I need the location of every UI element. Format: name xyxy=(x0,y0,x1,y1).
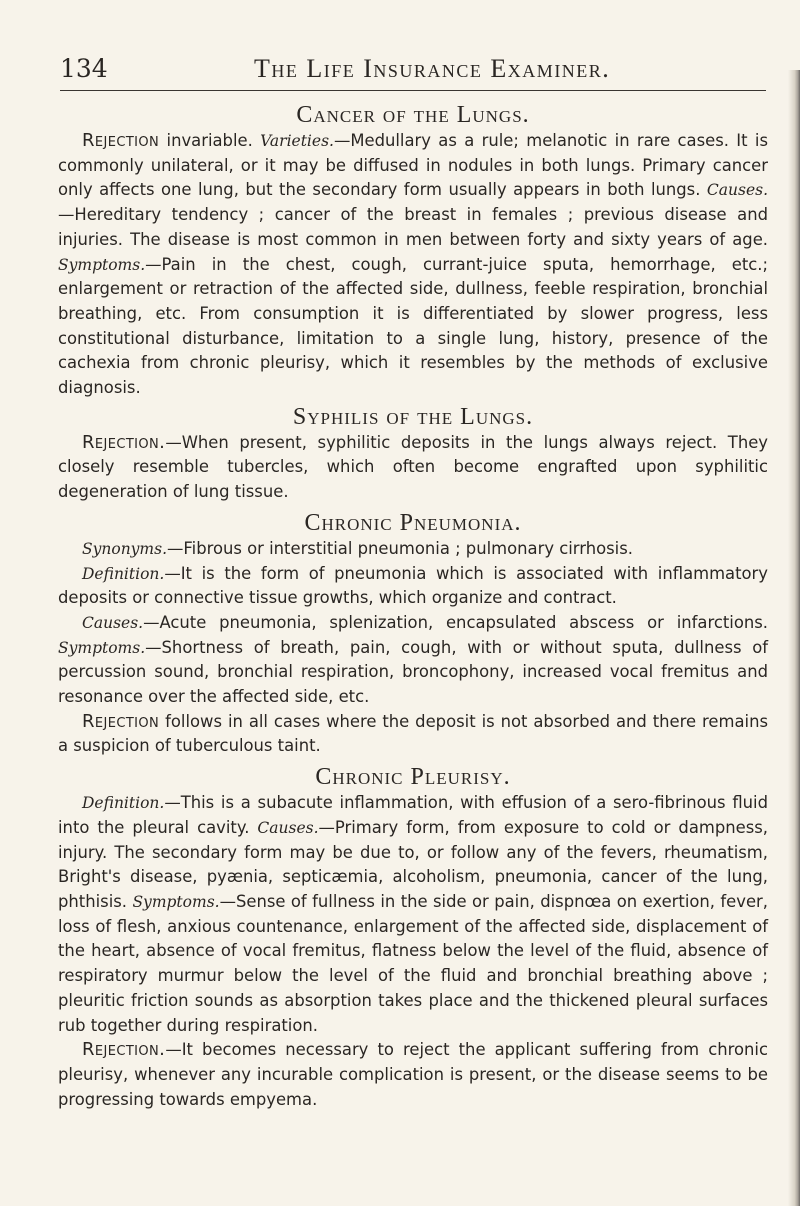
text: —Fibrous or interstitial pneumonia ; pulmonary cirrhosis. xyxy=(167,538,633,558)
section-heading-pleurisy: Chronic Pleurisy. xyxy=(315,764,511,791)
label-symptoms: Symptoms. xyxy=(58,638,146,657)
text: —This is a subacute inflammation, with effusion of a sero-fibrinous fluid into the pleural cavity. xyxy=(58,793,768,837)
section-heading-cancer: Cancer of the Lungs. xyxy=(296,102,530,128)
text: —Shortness of breath, pain, cough, with or without sputa, dullness of percussion sound, bronchial respiration, broncophony, increased vocal fremitus and resonance over the affected side, etc. xyxy=(58,637,768,707)
paragraph-rejection xyxy=(58,710,768,759)
rejection-lead: Rejection xyxy=(82,710,160,732)
paragraph-pleurisy xyxy=(58,791,768,1038)
rejection-lead: Rejection xyxy=(82,130,160,151)
paragraph-synonyms xyxy=(58,537,768,562)
text: —Hereditary tendency ; cancer of the breast in females ; previous disease and injuries. The disease is most common in men between forty and sixty years of age. xyxy=(58,205,768,249)
text: —Sense of fullness in the side or pain, dispnœa on exertion, fever, loss of flesh, anxious countenance, enlargement of the affected side, displacement of the heart, absence of vocal fremitus, flatness below the level of the fluid, absence of respiratory murmur below the level of the fluid and bronchial breathing above ; pleuritic friction sounds as absorption takes place and the thickened pleural surfaces rub together during respiration. xyxy=(58,891,769,1035)
paragraph-causes-symptoms xyxy=(58,611,768,710)
label-varieties: Varieties. xyxy=(260,132,334,150)
label-symptoms: Symptoms. xyxy=(132,892,220,911)
label-causes: Causes. xyxy=(706,181,768,200)
rejection-lead: Rejection. xyxy=(82,431,166,453)
label-symptoms: Symptoms. xyxy=(58,255,146,274)
text: —It is the form of pneumonia which is associated with inflammatory deposits or connective tissue growths, which organize and contract. xyxy=(58,563,768,608)
section-heading-pneumonia: Chronic Pneumonia. xyxy=(304,509,522,536)
paragraph-syphilis xyxy=(58,431,768,505)
text: invariable. xyxy=(159,131,261,150)
page-number: 134 xyxy=(60,54,108,83)
running-head xyxy=(58,50,768,90)
text: —When present, syphilitic deposits in the lungs always reject. They closely resemble tubercles, which often become engrafted upon syphilitic degeneration of lung tissue. xyxy=(58,432,768,502)
label-causes: Causes. xyxy=(257,818,319,837)
text: —Medullary as a rule; melanotic in rare cases. It is commonly unilateral, or it may be diffused in nodules in both lungs. Primary cancer only affects one lung, but the secondary form usually appears in both lungs. xyxy=(58,131,768,200)
label-definition: Definition. xyxy=(82,564,165,583)
section-heading-syphilis: Syphilis of the Lungs. xyxy=(292,403,534,430)
label-causes: Causes. xyxy=(82,613,144,632)
running-title: The Life Insurance Examiner. xyxy=(254,54,611,83)
text: —Acute pneumonia, splenization, encapsulated abscess or infarctions. xyxy=(143,612,768,632)
label-definition: Definition. xyxy=(82,794,165,813)
label-synonyms: Synonyms. xyxy=(82,539,168,558)
page-edge-shadow xyxy=(788,70,800,1206)
paragraph-rejection xyxy=(58,1038,768,1112)
text: —It becomes necessary to reject the applicant suffering from chronic pleurisy, whenever any incurable complication is present, or the disease seems to be progressing towards empyema. xyxy=(58,1040,768,1109)
text: —Primary form, from exposure to cold or dampness, injury. The secondary form may be due to, or follow any of the fevers, rheumatism, Bright's disease, pyænia, septicæmia, alcoholism, pneumonia, cancer of the lung, phthisis. xyxy=(58,817,768,911)
text: follows in all cases where the deposit is not absorbed and there remains a suspicion of tuberculous taint. xyxy=(58,711,768,756)
book-page xyxy=(58,50,768,1112)
rejection-lead: Rejection. xyxy=(82,1039,166,1061)
paragraph-cancer xyxy=(58,129,768,401)
paragraph-definition xyxy=(58,562,768,611)
text: —Pain in the chest, cough, currant-juice sputa, hemorrhage, etc.; enlargement or retraction of the affected side, dullness, feeble respiration, bronchial breathing, etc. From consumption it is differentiated by slower progress, less constitutional disturbance, limitation to a single lung, history, presence of the cachexia from chronic pleurisy, which it resembles by the methods of exclusive diagnosis. xyxy=(58,254,768,398)
